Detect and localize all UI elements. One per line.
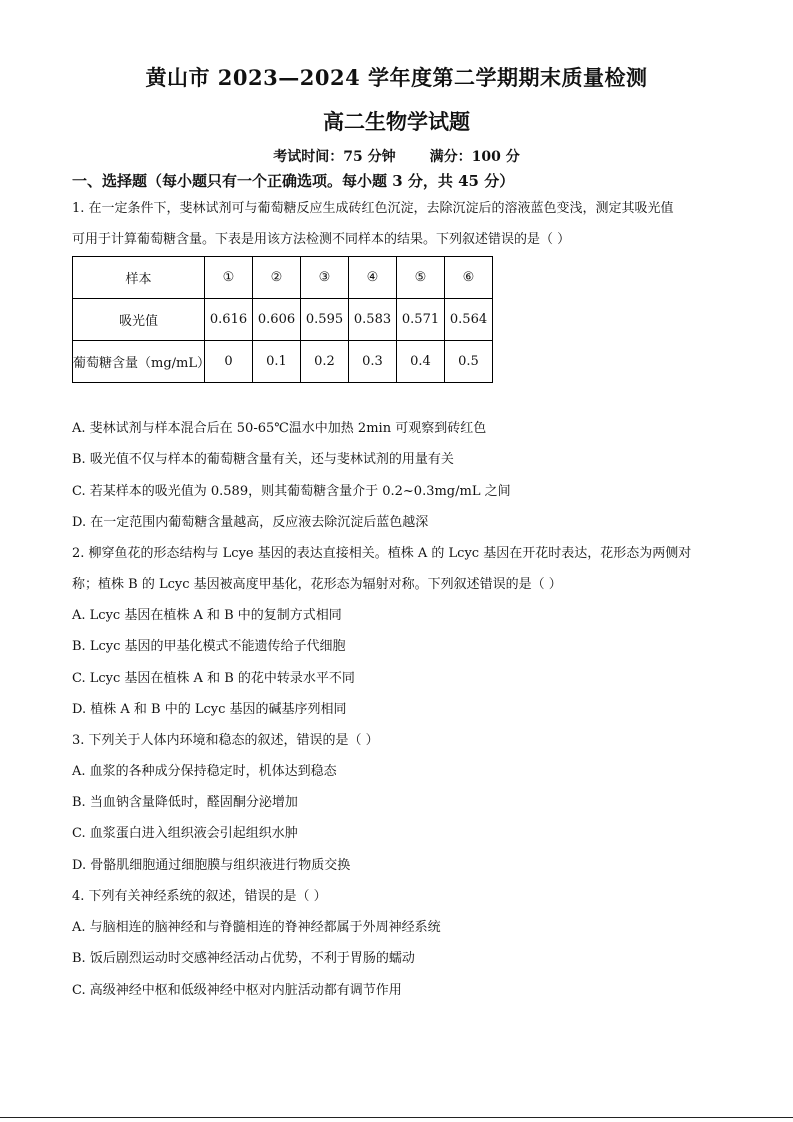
q4-option-c: C. 高级神经中枢和低级神经中枢对内脏活动都有调节作用	[72, 983, 402, 998]
absorbance-cell: 0.616	[205, 299, 253, 341]
table-row	[73, 299, 493, 341]
sample-cell: ④	[349, 257, 397, 299]
q4-option-a: A. 与脑相连的脑神经和与脊髓相连的脊神经都属于外周神经系统	[72, 920, 441, 935]
glucose-cell: 0.3	[349, 341, 397, 383]
row-header-absorbance: 吸光值	[73, 299, 205, 341]
glucose-cell: 0	[205, 341, 253, 383]
q3-option-d: D. 骨骼肌细胞通过细胞膜与组织液进行物质交换	[72, 858, 351, 873]
q2-stem-line2: 称；植株 B 的 Lcyc 基因被高度甲基化，花形态为辐射对称。下列叙述错误的是（ ）	[72, 577, 562, 592]
q1-stem-line1: 1. 在一定条件下，斐林试剂可与葡萄糖反应生成砖红色沉淀，去除沉淀后的溶液蓝色变浅，测定其吸光值	[72, 201, 674, 216]
exam-time: 考试时间：75 分钟	[273, 149, 396, 165]
absorbance-cell: 0.595	[301, 299, 349, 341]
q4-option-b: B. 饭后剧烈运动时交感神经活动占优势，不利于胃肠的蠕动	[72, 951, 415, 966]
glucose-cell: 0.2	[301, 341, 349, 383]
section-heading: 一、选择题（每小题只有一个正确选项。每小题 3 分，共 45 分）	[72, 172, 515, 190]
exam-subtitle: 高二生物学试题	[323, 109, 470, 134]
glucose-cell: 0.4	[397, 341, 445, 383]
q1-option-c: C. 若某样本的吸光值为 0.589，则其葡萄糖含量介于 0.2~0.3mg/mL 之间	[72, 484, 511, 499]
sample-cell: ⑥	[445, 257, 493, 299]
glucose-cell: 0.5	[445, 341, 493, 383]
exam-title: 黄山市 2023—2024 学年度第二学期期末质量检测	[145, 65, 648, 90]
q1-option-b: B. 吸光值不仅与样本的葡萄糖含量有关，还与斐林试剂的用量有关	[72, 452, 454, 467]
q1-option-d: D. 在一定范围内葡萄糖含量越高，反应液去除沉淀后蓝色越深	[72, 515, 429, 530]
exam-meta	[0, 146, 793, 166]
glucose-table	[72, 256, 493, 383]
q4-stem: 4. 下列有关神经系统的叙述，错误的是（ ）	[72, 889, 327, 904]
q3-stem: 3. 下列关于人体内环境和稳态的叙述，错误的是（ ）	[72, 733, 379, 748]
sample-cell: ②	[253, 257, 301, 299]
q3-option-b: B. 当血钠含量降低时，醛固酮分泌增加	[72, 795, 298, 810]
absorbance-cell: 0.564	[445, 299, 493, 341]
sample-cell: ①	[205, 257, 253, 299]
q2-option-b: B. Lcyc 基因的甲基化模式不能遗传给子代细胞	[72, 639, 346, 654]
exam-score: 满分：100 分	[429, 149, 520, 165]
q2-option-a: A. Lcyc 基因在植株 A 和 B 中的复制方式相同	[72, 608, 342, 623]
q2-option-c: C. Lcyc 基因在植株 A 和 B 的花中转录水平不同	[72, 671, 355, 686]
table-row	[73, 341, 493, 383]
sample-cell: ⑤	[397, 257, 445, 299]
q2-stem-line1: 2. 柳穿鱼花的形态结构与 Lcye 基因的表达直接相关。植株 A 的 Lcyc 基因在开花时表达，花形态为两侧对	[72, 546, 692, 561]
page-bottom-rule	[0, 1117, 793, 1118]
table-row	[73, 257, 493, 299]
absorbance-cell: 0.583	[349, 299, 397, 341]
absorbance-cell: 0.571	[397, 299, 445, 341]
row-header-glucose: 葡萄糖含量（mg/mL）	[73, 341, 205, 383]
absorbance-cell: 0.606	[253, 299, 301, 341]
q3-option-c: C. 血浆蛋白进入组织液会引起组织水肿	[72, 826, 298, 841]
q2-option-d: D. 植株 A 和 B 中的 Lcyc 基因的碱基序列相同	[72, 702, 347, 717]
q1-option-a: A. 斐林试剂与样本混合后在 50-65℃温水中加热 2min 可观察到砖红色	[72, 421, 487, 436]
q1-stem-line2: 可用于计算葡萄糖含量。下表是用该方法检测不同样本的结果。下列叙述错误的是（ ）	[72, 232, 571, 247]
row-header-sample: 样本	[73, 257, 205, 299]
glucose-cell: 0.1	[253, 341, 301, 383]
sample-cell: ③	[301, 257, 349, 299]
q3-option-a: A. 血浆的各种成分保持稳定时，机体达到稳态	[72, 764, 337, 779]
